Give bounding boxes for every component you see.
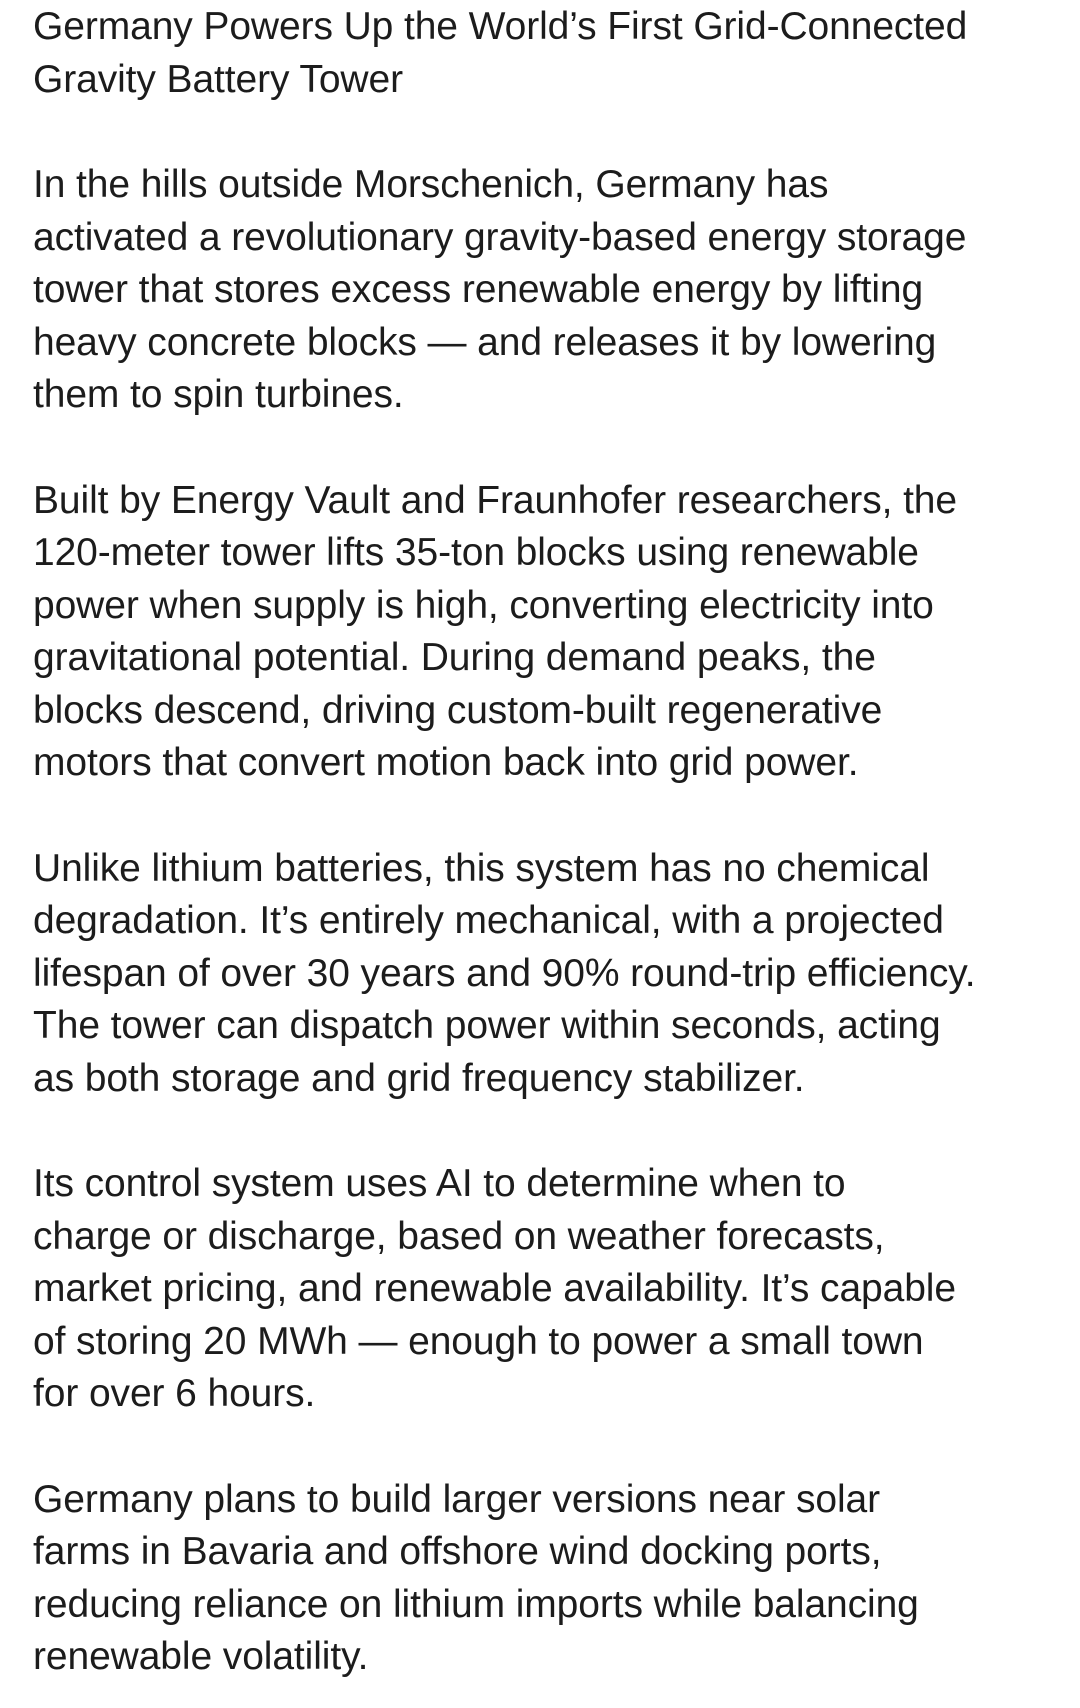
text-line: as both storage and grid frequency stabilizer. [33,1056,805,1100]
text-line: Its control system uses AI to determine when to [33,1162,846,1205]
paragraph-comparison [33,843,1063,1106]
text-line: market pricing, and renewable availability. It’s capable [33,1267,956,1310]
post-headline[interactable] [33,0,1063,106]
text-line: In the hills outside Morschenich, Germany has [33,163,829,206]
text-line: activated a revolutionary gravity-based energy storage [33,215,967,259]
text-line: The tower can dispatch power within seconds, acting [33,1004,941,1047]
paragraph-how-it-works [33,475,1063,790]
text-line: for over 6 hours. [33,1372,316,1415]
text-line: Built by Energy Vault and Fraunhofer researchers, the [33,478,957,522]
text-line: tower that stores excess renewable energy by lifting [33,268,924,311]
headline-line: Germany Powers Up the World’s First Grid-Connected [33,5,968,48]
text-line: heavy concrete blocks — and releases it by lowering [33,320,937,364]
text-line: blocks descend, driving custom-built regenerative [33,688,883,732]
text-line: farms in Bavaria and offshore wind docking ports, [33,1530,882,1573]
text-line: motors that convert motion back into grid power. [33,741,859,784]
text-line: reducing reliance on lithium imports while balancing [33,1582,919,1626]
text-line: renewable volatility. [33,1635,369,1678]
headline-line: Gravity Battery Tower [33,57,403,101]
text-line: lifespan of over 30 years and 90% round-trip efficiency. [33,951,976,995]
post-body [33,0,1063,1684]
text-line: gravitational potential. During demand peaks, the [33,636,876,679]
paragraph-future-plans [33,1474,1063,1684]
text-line: of storing 20 MWh — enough to power a small town [33,1319,924,1363]
text-line: Germany plans to build larger versions near solar [33,1477,881,1521]
text-line: them to spin turbines. [33,373,404,416]
paragraph-control-system [33,1158,1063,1421]
text-line: degradation. It’s entirely mechanical, with a projected [33,899,944,942]
text-line: Unlike lithium batteries, this system has no chemical [33,846,930,890]
paragraph-intro [33,159,1063,422]
text-line: 120-meter tower lifts 35-ton blocks using renewable [33,531,919,574]
text-line: charge or discharge, based on weather forecasts, [33,1214,885,1258]
text-line: power when supply is high, converting electricity into [33,583,934,627]
